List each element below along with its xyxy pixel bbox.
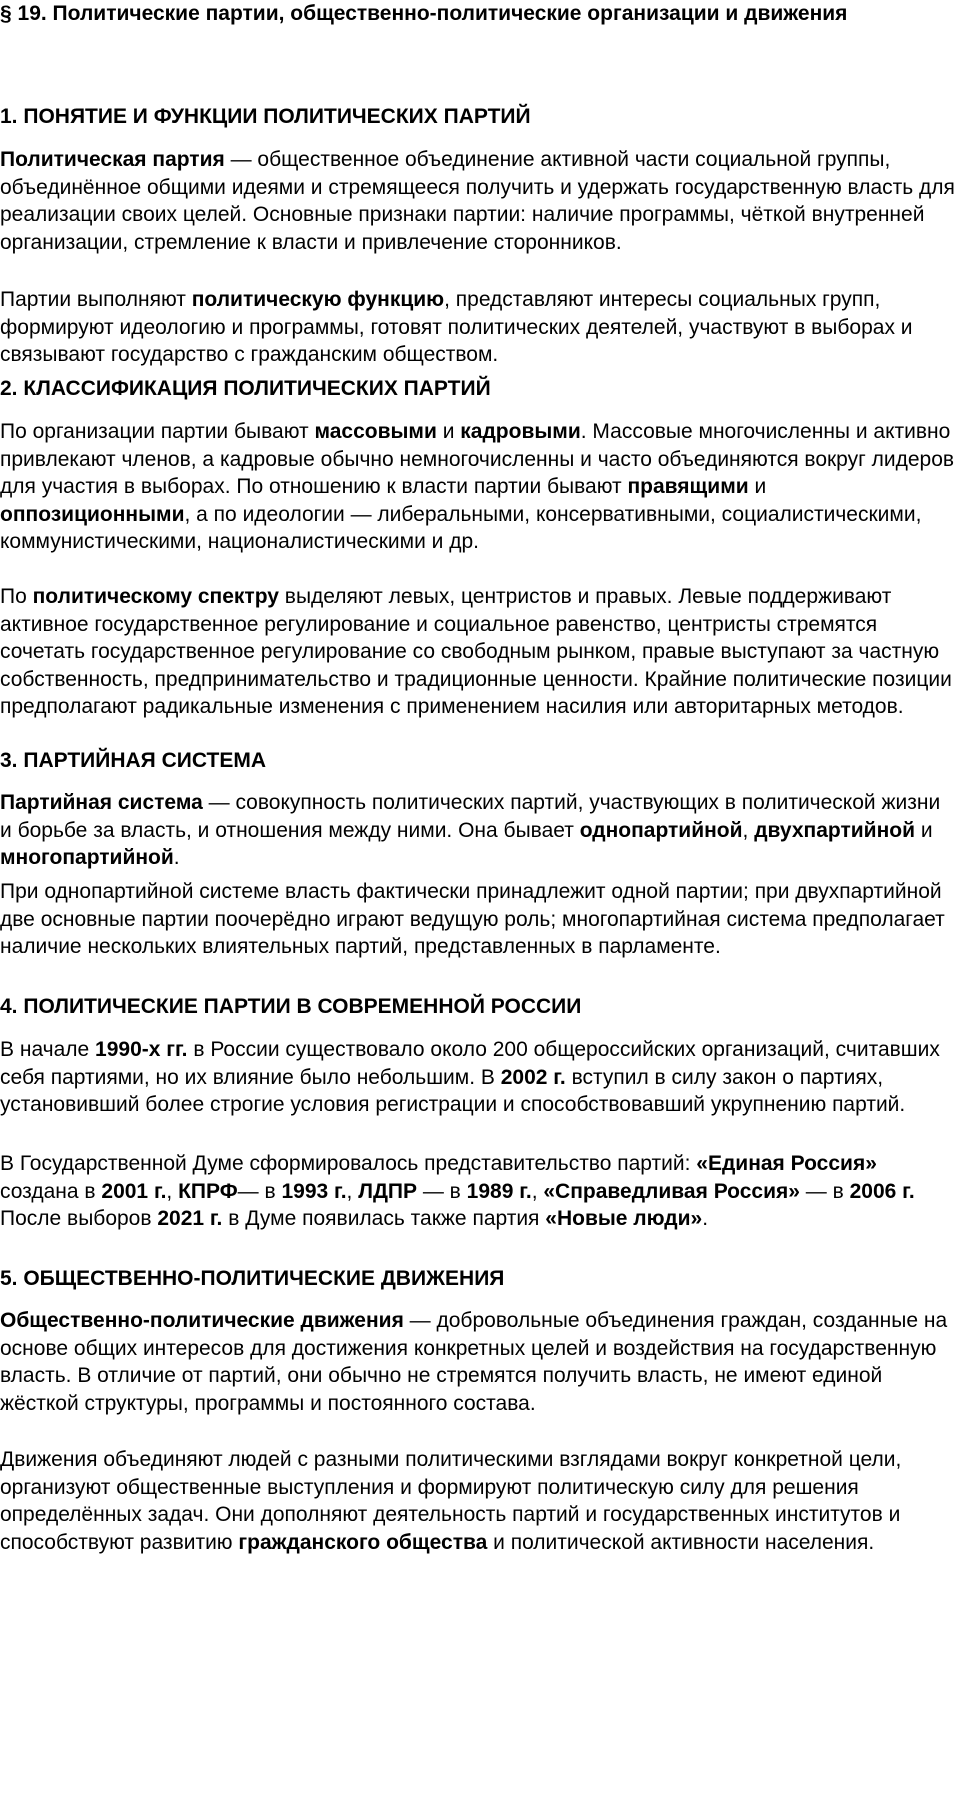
section-5-paragraph-1: [0, 1307, 956, 1417]
text-run: — в: [417, 1179, 467, 1203]
text-run: — в: [237, 1179, 282, 1203]
section-heading-3: 3. ПАРТИЙНАЯ СИСТЕМА: [0, 749, 267, 772]
text-run: В Государственной Думе сформировалось представительство партий:: [0, 1152, 697, 1175]
bold-term: оппозиционными: [0, 502, 185, 526]
section-heading-4: 4. ПОЛИТИЧЕСКИЕ ПАРТИИ В СОВРЕМЕННОЙ РОССИИ: [0, 995, 582, 1018]
bold-term: двухпартийной: [754, 818, 915, 842]
section-2-paragraph-2: [0, 583, 956, 721]
text-run: в Думе появилась также партия: [222, 1207, 546, 1231]
section-1-paragraph-2: [0, 286, 956, 369]
text-run: По: [0, 585, 33, 608]
bold-term: ЛДПР: [358, 1179, 417, 1203]
bold-term: однопартийной: [579, 818, 743, 842]
bold-term: 2002 г.: [500, 1065, 566, 1089]
text-run: .: [173, 846, 180, 870]
text-run: . Массовые многочисленны и активно привлекают членов, а кадровые обычно немногочисленны и часто объединяются вокруг лидеров для участия в выборах. По отношению к власти партии бывают: [0, 420, 955, 499]
bold-term: 1990-х гг.: [95, 1038, 188, 1061]
bold-term: многопартийной: [0, 846, 174, 870]
text-run: в России существовало около 200 общероссийских организаций, считавших себя партиями, но их влияние было небольшим. В: [0, 1038, 940, 1089]
text-run: ,: [166, 1179, 179, 1203]
text-run: создана в: [0, 1179, 102, 1203]
bold-term: гражданского общества: [238, 1530, 488, 1554]
text-run: и: [436, 420, 461, 443]
text-run: выделяют левых, центристов и правых. Левые поддерживают активное государственное регулирование и социальное равенство, центристы стремятся сочетать государственное регулирование со свободным рынком, правые выступают за частную собственность, предпринимательство и традиционные ценности. Крайние политические позиции предполагают радикальные изменения с применением насилия или авторитарных методов.: [0, 585, 952, 719]
text-run: вступил в силу закон о партиях, установивший более строгие условия регистрации и способствовавший укрупнению партий.: [0, 1065, 906, 1117]
bold-term: 2006 г.: [849, 1179, 915, 1203]
document-title: § 19. Политические партии, общественно-политические организации и движения: [0, 2, 848, 25]
section-4-paragraph-2: [0, 1150, 956, 1233]
bold-term: «Новые люди»: [545, 1207, 703, 1231]
bold-term: политическую функцию: [191, 288, 445, 311]
text-run: Партии выполняют: [0, 288, 192, 311]
section-3-paragraph-2: [0, 878, 956, 961]
bold-term: кадровыми: [460, 420, 581, 443]
text-run: ,: [531, 1179, 544, 1203]
bold-term: массовыми: [314, 420, 437, 443]
text-run: — общественное объединение активной части социальной группы, объединённое общими идеями и стремящееся получить и удержать государственную власть для реализации своих целей. Основные признаки партии: наличие программы, чёткой внутренней организации, стремление к власти и привлечение сторонников.: [0, 148, 955, 254]
bold-term: Партийная система: [0, 791, 203, 814]
bold-term: политическому спектру: [32, 585, 279, 608]
section-heading-2: 2. КЛАССИФИКАЦИЯ ПОЛИТИЧЕСКИХ ПАРТИЙ: [0, 377, 491, 400]
text-run: По организации партии бывают: [0, 420, 315, 443]
text-run: , а по идеологии — либеральными, консервативными, социалистическими, коммунистическими, националистическими и др.: [0, 502, 922, 554]
bold-term: 1993 г.: [281, 1179, 347, 1203]
bold-term: Политическая партия: [0, 148, 225, 171]
text-run: После выборов: [0, 1207, 158, 1231]
section-1-paragraph-1: [0, 146, 956, 256]
bold-term: 2001 г.: [101, 1179, 167, 1203]
section-2-paragraph-1: [0, 418, 956, 556]
text-run: ,: [742, 818, 755, 842]
section-heading-1: 1. ПОНЯТИЕ И ФУНКЦИИ ПОЛИТИЧЕСКИХ ПАРТИЙ: [0, 105, 531, 128]
section-3-paragraph-1: [0, 789, 956, 872]
section-4-paragraph-1: [0, 1036, 956, 1119]
section-5-paragraph-2: [0, 1446, 956, 1556]
section-heading-5: 5. ОБЩЕСТВЕННО-ПОЛИТИЧЕСКИЕ ДВИЖЕНИЯ: [0, 1267, 505, 1290]
text-run: .: [702, 1207, 709, 1231]
text-run: В начале: [0, 1038, 96, 1061]
text-run: Движения объединяют людей с разными политическими взглядами вокруг конкретной цели, организуют общественные выступления и формируют политическую силу для решения определённых задач. Они дополняют деятельность партий и государственных институтов и способствуют развитию: [0, 1448, 902, 1554]
bold-term: 1989 г.: [466, 1179, 532, 1203]
bold-term: «Справедливая Россия»: [543, 1179, 800, 1203]
text-run: — в: [799, 1179, 850, 1203]
text-run: — совокупность политических партий, участвующих в политической жизни и борьбе за власть, и отношения между ними. Она бывает: [0, 791, 941, 842]
text-run: и: [748, 475, 767, 499]
text-run: — добровольные объединения граждан, созданные на основе общих интересов для достижения конкретных целей и воздействия на государственную власть. В отличие от партий, они обычно не стремятся получить власть, не имеют единой жёсткой структуры, программы и постоянного состава.: [0, 1309, 948, 1415]
text-run: и политической активности населения.: [487, 1530, 875, 1554]
text-run: При однопартийной системе власть фактически принадлежит одной партии; при двухпартийной две основные партии поочерёдно играют ведущую роль; многопартийная система предполагает наличие нескольких влиятельных партий, представленных в парламенте.: [0, 880, 945, 959]
bold-term: 2021 г.: [157, 1207, 223, 1231]
text-run: ,: [346, 1179, 359, 1203]
bold-term: Общественно-политические движения: [0, 1309, 404, 1332]
bold-term: КПРФ: [178, 1179, 238, 1203]
text-run: , представляют интересы социальных групп, формируют идеологию и программы, готовят политических деятелей, участвуют в выборах и связывают государство с гражданским обществом.: [0, 288, 913, 367]
bold-term: «Единая Россия»: [696, 1152, 877, 1175]
text-run: и: [915, 818, 933, 842]
bold-term: правящими: [627, 475, 749, 499]
